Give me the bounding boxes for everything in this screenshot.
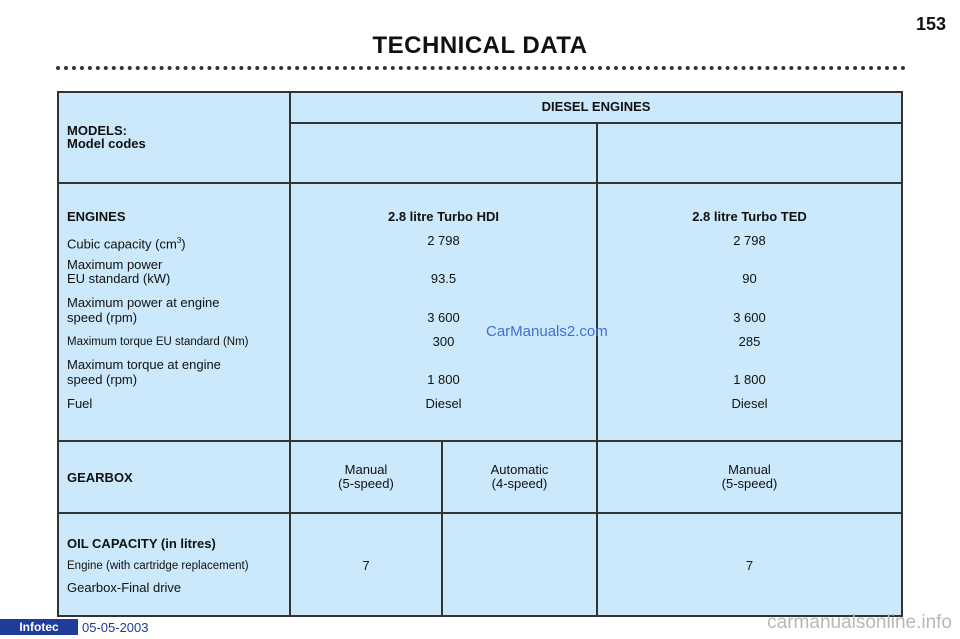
engine-hdi: 2.8 litre Turbo HDI [388,209,499,224]
grid-line [289,93,291,615]
max-power-ted: 90 [742,271,757,286]
max-torque-label: Maximum torque EU standard (Nm) [67,336,249,348]
cubic-capacity-label: Cubic capacity $(cm^3)$ [67,236,186,252]
fuel-label: Fuel [67,396,93,411]
oil-gearbox-label: Gearbox-Final drive [67,580,182,595]
page-title: TECHNICAL DATA [372,32,588,59]
gearbox-label: GEARBOX [67,470,133,485]
diesel-engines-header: DIESEL ENGINES [541,99,651,114]
max-torque-speed-label-line1: Maximum torque at engine [67,357,221,372]
fuel-ted: Diesel [731,396,768,411]
grid-line [59,512,901,514]
oil-engine-label: Engine (with cartridge replacement) [67,560,249,572]
infotec-logo: Infotec [0,619,78,635]
max-power-label-line2: EU standard (kW) [67,271,171,286]
max-torque-speed-label-line2: speed (rpm) [67,372,138,387]
site-watermark: carmanualsonline.info [767,612,952,633]
max-torque-ted: 285 [738,334,761,349]
gearbox-automatic-line1: Automatic [490,462,549,477]
grid-line [59,440,901,442]
dotted-divider [56,66,906,70]
grid-line [596,122,598,615]
max-power-speed-label-line2: speed (rpm) [67,310,138,325]
oil-engine-hdi: 7 [362,558,370,573]
model-codes-label: Model codes [67,136,146,151]
grid-line [289,122,901,124]
technical-data-table [57,91,903,617]
gearbox-manual-ted-line2: (5-speed) [721,476,778,491]
max-torque-speed-ted: 1 800 [733,372,766,387]
max-torque-hdi: 300 [432,334,455,349]
max-torque-speed-hdi: 1 800 [427,372,460,387]
cubic-capacity-ted: 2 798 [733,233,766,248]
max-power-speed-hdi: 3 600 [427,310,460,325]
footer-date: 05-05-2003 [82,620,149,635]
gearbox-automatic-line2: (4-speed) [491,476,548,491]
max-power-speed-label-line1: Maximum power at engine [67,295,220,310]
gearbox-manual-hdi-line2: (5-speed) [338,476,394,491]
grid-line [59,182,901,184]
engines-label: ENGINES [67,209,126,224]
gearbox-manual-ted-line1: Manual [728,462,771,477]
max-power-label-line1: Maximum power [67,257,163,272]
watermark-text: CarManuals2.com [486,323,608,340]
models-label: MODELS: [67,123,127,138]
max-power-speed-ted: 3 600 [733,310,766,325]
engine-ted: 2.8 litre Turbo TED [692,209,807,224]
gearbox-manual-hdi-line1: Manual [344,462,388,477]
cubic-capacity-hdi: 2 798 [427,233,460,248]
page-number: 153 [915,14,946,34]
max-power-hdi: 93.5 [430,271,457,286]
fuel-hdi: Diesel [425,396,462,411]
oil-engine-ted: 7 [745,558,754,573]
oil-capacity-label: OIL CAPACITY (in litres) [67,536,216,551]
